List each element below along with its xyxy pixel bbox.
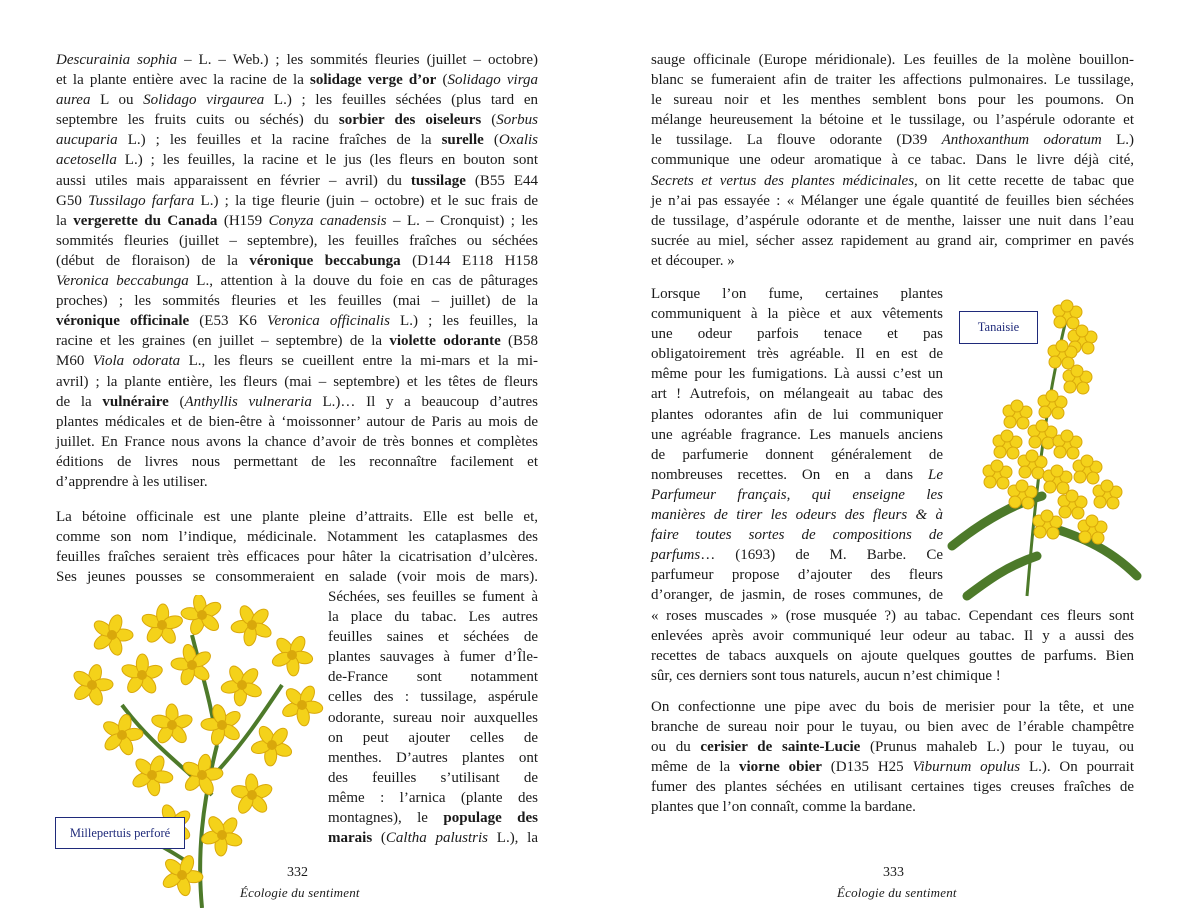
text-line: feuilles fraîches seraient très efficaces pour hâter la cicatrisation d’ulcères. xyxy=(56,549,538,566)
flower-center xyxy=(147,770,157,780)
text-line: blanc se fumeraient afin de traiter les affections pulmonaires. Le tussilage, xyxy=(651,72,1134,89)
text-line: nombreuses recettes. On en a dans Le xyxy=(651,466,943,483)
flower xyxy=(101,713,143,756)
text-line: plantes médicales et de bien-être à ‘moissonner’ autour de Paris au mois de xyxy=(56,413,538,430)
text-line: On confectionne une pipe avec du bois de merisier pour la tête, et une xyxy=(651,699,1134,715)
text-line: des feuilles s’utilisant de xyxy=(328,769,538,786)
flower xyxy=(230,603,273,646)
text-line: la place du tabac. Les autres xyxy=(328,609,538,626)
flower xyxy=(181,595,224,637)
millepertuis-illustration xyxy=(52,595,332,908)
text-line: fumer des plantes séchées en utilisant certaines tiges creuses fraîches de xyxy=(651,779,1134,796)
flower-head xyxy=(1047,527,1059,539)
text-line: Ses jeunes pousses se consommeraient en salade (voir mois de mars). xyxy=(56,569,538,586)
text-line: G50 Tussilago farfara L.) ; la tige fleurie (juin – octobre) et le suc frais de xyxy=(56,192,538,209)
flower-head xyxy=(1086,515,1098,527)
flower-head xyxy=(1066,490,1078,502)
flower-head xyxy=(1049,356,1061,368)
flower-head xyxy=(1072,507,1084,519)
flower-cluster xyxy=(1038,390,1067,419)
text-line: même pour les fumigations. Là aussi c’est un xyxy=(651,366,943,383)
flower-cluster xyxy=(1008,480,1037,509)
text-line: la vergerette du Canada (H159 Conyza canadensis – L. – Cronquist) ; les xyxy=(56,212,538,229)
flower-head xyxy=(1022,497,1034,509)
flower-cluster xyxy=(993,430,1022,459)
flower-center xyxy=(107,630,117,640)
text-line: manières de tirer les odeurs des fleurs & à xyxy=(651,507,943,524)
text-line: de la vulnéraire (Anthyllis vulneraria L.)… Il y a beaucoup d’autres xyxy=(56,393,539,410)
flower-head xyxy=(1034,526,1046,538)
text-line: art ! Autrefois, on mélangeait au tabac des xyxy=(651,386,943,403)
left-paragraph-2-wrapped xyxy=(328,587,538,848)
text-line: plantes odorantes afin de lui communiquer xyxy=(651,406,943,423)
text-line: Veronica beccabunga L., attention à la douve du foie en cas de pâturages xyxy=(56,273,538,290)
text-line: acetosella L.) ; les feuilles, la racine et le jus (les fleurs en bouton sont xyxy=(56,152,538,169)
flower-head xyxy=(1041,510,1053,522)
flower-cluster xyxy=(983,460,1012,489)
flower-head xyxy=(994,446,1006,458)
flower-head xyxy=(1061,300,1073,312)
flower-center xyxy=(197,770,207,780)
flower-head xyxy=(1042,437,1054,449)
text-line: une agréable fragrance. Les manuels anciens xyxy=(651,426,943,443)
text-line: parfumeur propose d’ajouter des fleurs xyxy=(651,567,943,584)
flower-head xyxy=(1074,471,1086,483)
flower-center xyxy=(247,620,257,630)
flower-center xyxy=(167,720,177,730)
text-line: plantes sauvages à fumer d’Île- xyxy=(328,649,538,666)
left-paragraph-1 xyxy=(56,50,538,492)
flower-head xyxy=(1101,480,1113,492)
flower xyxy=(91,613,133,657)
right-paragraph-3 xyxy=(651,697,1134,818)
text-line: et la plante entière avec la racine de la solidage verge d’or (Solidago virga xyxy=(56,72,538,89)
page-number: 332 xyxy=(287,865,308,880)
flower xyxy=(171,643,213,687)
text-line: véronique officinale (E53 K6 Veronica officinalis L.) ; les feuilles, la xyxy=(56,313,538,330)
flower-center xyxy=(247,790,257,800)
text-line: proches) ; les sommités fleuries et les feuilles (mai – juillet) de la xyxy=(56,293,538,310)
text-line: de tussilage, d’aspérule odorante et de menthe, laisser une nuit dans l’eau xyxy=(651,212,1134,229)
flower-head xyxy=(1026,450,1038,462)
flower xyxy=(280,684,323,727)
text-line: même de la viorne obier (D135 H25 Viburnum opulus L.). On pourrait xyxy=(651,759,1134,776)
text-line: racine et les graines (en juillet – septembre) de la violette odorante (B58 xyxy=(56,333,538,350)
flower-head xyxy=(1039,406,1051,418)
text-line: Secrets et vertus des plantes médicinales, on lit cette recette de tabac que xyxy=(651,172,1134,189)
flower-head xyxy=(1009,496,1021,508)
flower-head xyxy=(1094,496,1106,508)
text-line: aurea L ou Solidago virgaurea L.) ; les feuilles séchées (plus tard en xyxy=(56,92,538,109)
flower xyxy=(230,773,274,815)
flower-center xyxy=(157,620,167,630)
flower-head xyxy=(1001,430,1013,442)
text-line: je n’ai pas essayée : « Mélanger une égale quantité de feuilles bien séchées xyxy=(651,192,1134,209)
flower-center xyxy=(237,680,247,690)
flower-center xyxy=(267,740,277,750)
flower xyxy=(150,704,194,746)
text-line: mélange heureusement la bétoine et le tussilage, ou l’aspérule odorante et xyxy=(651,112,1134,129)
text-line: même : l’arnica (plante des xyxy=(328,789,538,806)
text-line: marais (Caltha palustris L.), la xyxy=(328,830,539,847)
flower-center xyxy=(217,830,227,840)
flower xyxy=(140,604,184,646)
text-line: obligatoirement très agréable. Il en est de xyxy=(651,346,943,363)
text-line: de-France sont notamment xyxy=(328,669,538,686)
flower xyxy=(250,724,293,766)
text-line: La bétoine officinale est une plante pleine d’attraits. Elle est belle et, xyxy=(56,509,538,525)
text-line: éditions de livres nous permettant de les reconnaître facilement et xyxy=(56,453,538,470)
flower-center xyxy=(87,680,97,690)
text-line: avril) ; la plante entière, les fleurs (mai – septembre) et les têtes de fleurs xyxy=(56,373,538,390)
flower-center xyxy=(137,670,147,680)
flower-center xyxy=(287,650,297,660)
flower-head xyxy=(1054,446,1066,458)
flower-cluster xyxy=(1028,420,1057,449)
flower-center xyxy=(197,610,207,620)
flower-head xyxy=(1107,497,1119,509)
image-caption-tanaisie: Tanaisie xyxy=(959,311,1038,344)
flower-head xyxy=(1036,420,1048,432)
flower-head xyxy=(1081,455,1093,467)
right-paragraph-1 xyxy=(651,50,1134,271)
flower-cluster xyxy=(1003,400,1032,429)
text-line: plantes que l’on connaît, comme la bardane. xyxy=(651,799,916,816)
flower xyxy=(71,663,113,707)
text-line: comme son nom l’indique, médicinale. Notamment les cataplasmes des xyxy=(56,529,538,546)
flower-head xyxy=(1082,342,1094,354)
flower-head xyxy=(1077,382,1089,394)
right-paragraph-2-wrapped xyxy=(651,284,943,606)
image-caption-millepertuis: Millepertuis perforé xyxy=(55,817,185,849)
flower-cluster xyxy=(1093,480,1122,509)
text-line: le sureau noir et les menthes semblent bons pour les poumons. On xyxy=(651,92,1134,109)
flower-head xyxy=(997,477,1009,489)
text-line: juillet. En France nous avons la chance d’avoir de très bonnes et complètes xyxy=(56,433,538,450)
flower xyxy=(201,703,243,747)
running-footer: Écologie du sentiment xyxy=(837,885,957,900)
text-line: d’apprendre à les utiliser. xyxy=(56,473,208,490)
flower-head xyxy=(1071,365,1083,377)
text-line: Descurainia sophia – L. – Web.) ; les sommités fleuries (juillet – octobre) xyxy=(56,52,538,68)
flower-cluster xyxy=(1078,515,1107,544)
text-line: Parfumeur français, qui enseigne les xyxy=(651,486,943,503)
flower-head xyxy=(1079,531,1091,543)
flower-cluster xyxy=(1033,510,1062,539)
flower-head xyxy=(1029,436,1041,448)
text-line: une odeur parfois tenace et pas xyxy=(651,326,943,343)
text-line: Lorsque l’on fume, certaines plantes xyxy=(651,286,943,302)
flower-head xyxy=(1054,316,1066,328)
text-line: feuilles saines et séchées de xyxy=(328,629,538,646)
flower-cluster xyxy=(1073,455,1102,484)
flower-cluster xyxy=(1043,465,1072,494)
text-line: montagnes), le populage des xyxy=(328,810,538,827)
text-line: enlevées après avoir communiqué leur odeur au tabac. Il y a aussi des xyxy=(651,628,1134,645)
text-line: aucuparia L.) ; les feuilles et la racine fraîches de la surelle (Oxalis xyxy=(56,132,538,149)
flower-head xyxy=(1046,390,1058,402)
flower xyxy=(220,664,263,707)
flower-head xyxy=(1052,407,1064,419)
flower-head xyxy=(1044,481,1056,493)
flower xyxy=(181,753,224,796)
flower-head xyxy=(1067,447,1079,459)
text-line: Séchées, ses feuilles se fument à xyxy=(328,589,538,605)
text-line: branche de sureau noir pour le tuyau, ou bien avec de l’érable champêtre xyxy=(651,719,1134,736)
running-footer: Écologie du sentiment xyxy=(240,885,360,900)
text-line: septembre les fruits cuits ou séchés) du sorbier des oiseleurs (Sorbus xyxy=(56,112,538,129)
text-line: on peut ajouter celles de xyxy=(328,729,538,746)
text-line: sûr, ces derniers sont tous naturels, aucun n’est chimique ! xyxy=(651,668,1001,685)
flower-head xyxy=(1064,381,1076,393)
flower-head xyxy=(1019,466,1031,478)
flower-head xyxy=(1032,467,1044,479)
flower xyxy=(200,814,244,856)
text-line: « roses muscades » (rose musquée ?) au tabac. Cependant ces fleurs sont xyxy=(651,608,1134,624)
text-line: sommités fleuries (juillet – septembre), les feuilles fraîches ou séchées xyxy=(56,232,538,249)
flower-head xyxy=(1087,472,1099,484)
flower-head xyxy=(984,476,996,488)
flower-center xyxy=(217,720,227,730)
text-line: de parfumerie donnent généralement de xyxy=(651,446,943,463)
flower-head xyxy=(1017,417,1029,429)
flower-head xyxy=(1056,340,1068,352)
text-line: parfums… (1693) de M. Barbe. Ce xyxy=(651,547,943,564)
flower-head xyxy=(991,460,1003,472)
text-line: celles des : tussilage, aspérule xyxy=(328,689,538,706)
text-line: communiquent à la pièce et aux vêtements xyxy=(651,306,943,323)
flower-head xyxy=(1059,506,1071,518)
page-number: 333 xyxy=(883,865,904,880)
text-line: recettes de tabacs auxquels on ajoute quelques gouttes de parfums. Bien xyxy=(651,648,1134,665)
text-line: odorante, sureau noir auxquelles xyxy=(328,709,538,726)
text-line: d’oranger, de jasmin, de roses communes, de xyxy=(651,587,943,604)
flower-head xyxy=(1016,480,1028,492)
flower-center xyxy=(187,660,197,670)
right-page xyxy=(592,0,1184,908)
flower-head xyxy=(1092,532,1104,544)
flower xyxy=(120,654,164,696)
flower-center xyxy=(297,700,307,710)
text-line: communique une odeur aromatique à ce tabac. Dans le livre déjà cité, xyxy=(651,152,1134,169)
text-line: M60 Viola odorata L., les fleurs se cueillent entre la mi-mars et la mi- xyxy=(56,353,538,370)
flower-cluster xyxy=(1053,430,1082,459)
flower xyxy=(270,634,313,677)
left-paragraph-2 xyxy=(56,507,538,587)
text-line: sauge officinale (Europe méridionale). Les feuilles de la molène bouillon- xyxy=(651,52,1134,68)
flower-cluster xyxy=(1053,300,1082,329)
flower-head xyxy=(1051,465,1063,477)
flower-center xyxy=(117,730,127,740)
text-line: ou du cerisier de sainte-Lucie (Prunus mahaleb L.) pour le tuyau, ou xyxy=(651,739,1135,756)
flower-head xyxy=(1004,416,1016,428)
text-line: (début de floraison) de la véronique beccabunga (D144 E118 H158 xyxy=(56,252,538,269)
flower-head xyxy=(1007,447,1019,459)
flower-center xyxy=(177,870,187,880)
flower xyxy=(130,754,173,797)
text-line: sucrée au miel, sécher assez rapidement au grand air, comprimer en pavés xyxy=(651,232,1134,249)
flower-head xyxy=(1076,325,1088,337)
text-line: menthes. D’autres plantes ont xyxy=(328,749,538,766)
text-line: le tussilage. La flouve odorante (D39 Anthoxanthum odoratum L.) xyxy=(651,132,1134,149)
text-line: faire toutes sortes de compositions de xyxy=(651,527,943,544)
right-paragraph-2 xyxy=(651,606,1134,686)
flower-head xyxy=(1011,400,1023,412)
flower-head xyxy=(1061,430,1073,442)
text-line: aussi utiles mais apparaissent en février – avril) du tussilage (B55 E44 xyxy=(56,172,538,189)
text-line: et découper. » xyxy=(651,252,735,269)
